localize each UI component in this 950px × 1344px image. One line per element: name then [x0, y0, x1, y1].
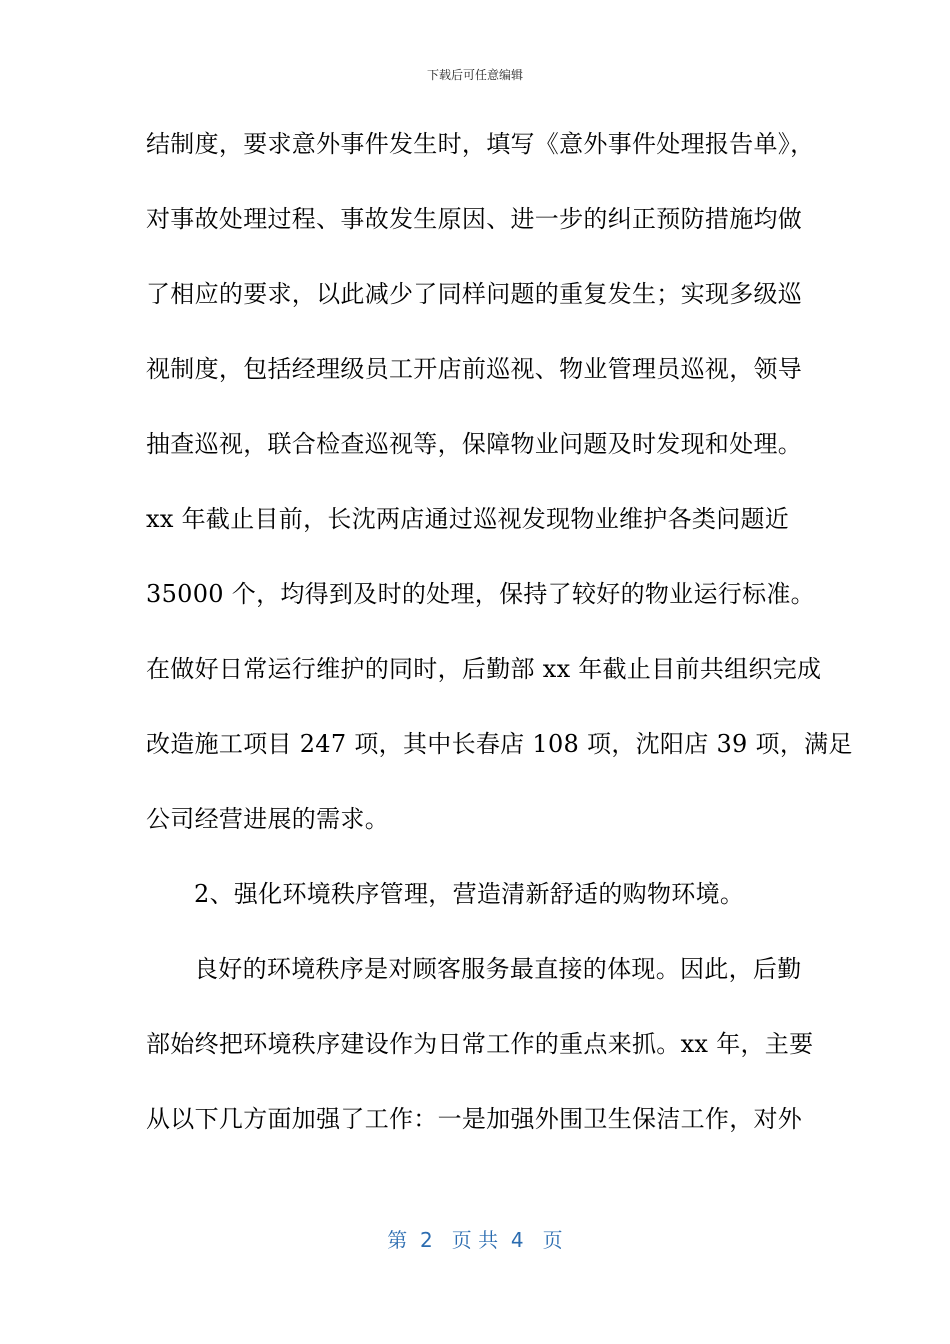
text-line: 对事故处理过程、事故发生原因、进一步的纠正预防措施均做	[146, 205, 803, 233]
header-note: 下载后可任意编辑	[426, 68, 523, 82]
text-line: 公司经营进展的需求。	[146, 805, 389, 833]
document-body	[146, 122, 853, 1172]
text-line: 视制度，包括经理级员工开店前巡视、物业管理员巡视，领导	[146, 355, 803, 383]
page-footer: 第 2 页 共 4 页	[387, 1228, 563, 1252]
text-line: 了相应的要求，以此减少了同样问题的重复发生；实现多级巡	[146, 280, 803, 308]
text-line: 部始终把环境秩序建设作为日常工作的重点来抓。xx 年，主要	[146, 1030, 814, 1058]
text-line: 改造施工项目 247 项，其中长春店 108 项，沈阳店 39 项，满足	[146, 730, 853, 758]
text-line: 35000 个，均得到及时的处理，保持了较好的物业运行标准。	[146, 580, 815, 608]
text-line: 结制度，要求意外事件发生时，填写《意外事件处理报告单》，	[146, 130, 815, 158]
paragraph-first-line: 良好的环境秩序是对顾客服务最直接的体现。因此，后勤	[194, 955, 802, 983]
section-heading: 2、强化环境秩序管理，营造清新舒适的购物环境。	[194, 880, 745, 908]
text-line: 在做好日常运行维护的同时，后勤部 xx 年截止目前共组织完成	[146, 655, 822, 683]
text-line: xx 年截止目前，长沈两店通过巡视发现物业维护各类问题近	[146, 505, 790, 533]
text-line: 抽查巡视，联合检查巡视等，保障物业问题及时发现和处理。	[146, 430, 803, 458]
text-line: 从以下几方面加强了工作：一是加强外围卫生保洁工作，对外	[146, 1105, 803, 1133]
